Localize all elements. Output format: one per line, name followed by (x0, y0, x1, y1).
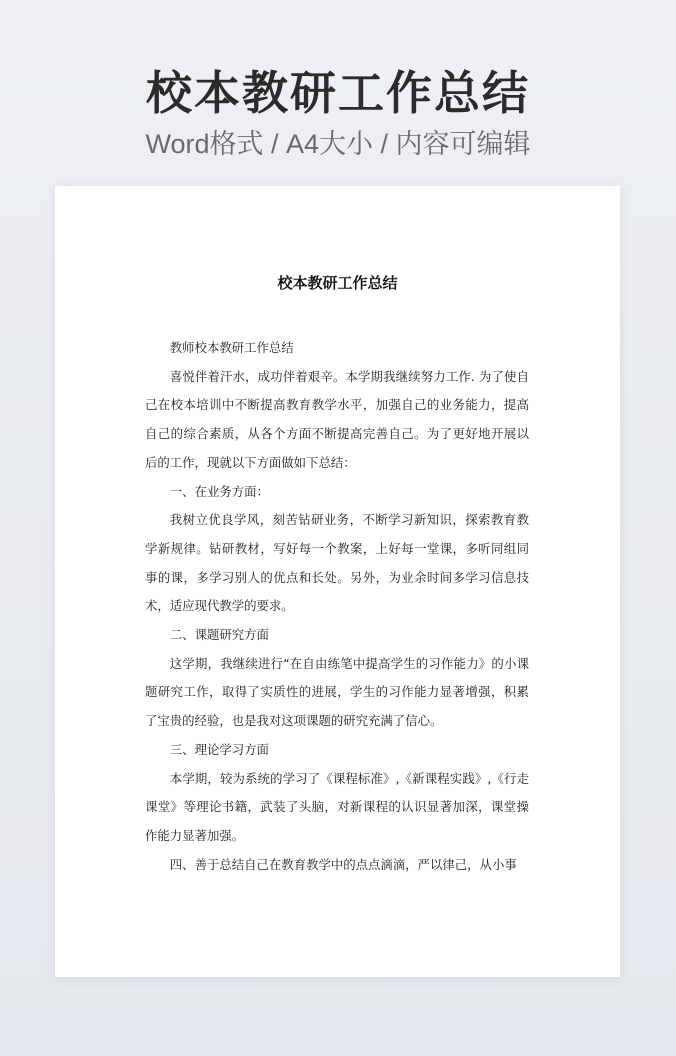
paragraph: 喜悦伴着汗水，成功伴着艰辛。本学期我继续努力工作. 为了使自己在校本培训中不断提高教育教学水平，加强自己的业务能力，提高自己的综合素质，从各个方面不断提高完善自己。为了更好地开展以后的工作，现就以下方面做如下总结： (145, 368, 529, 470)
banner-title: 校本教研工作总结 (146, 66, 530, 120)
paragraph: 这学期，我继续进行“在自由练笔中提高学生的习作能力》的小课题研究工作，取得了实质性的进展，学生的习作能力显著增强，积累了宝贵的经验，也是我对这项课题的研究充满了信心。 (145, 655, 529, 729)
document-body (145, 334, 529, 879)
paragraph: 我树立优良学风，刻苦钻研业务，不断学习新知识，探索教育教学新规律。钻研教材，写好每一个教案，上好每一堂课，多听同组同事的课，多学习别人的优点和长处。另外，为业余时间多学习信息技术，适应现代教学的要求。 (145, 512, 529, 614)
document-page (55, 186, 620, 977)
section-heading: 一、在业务方面： (169, 483, 269, 499)
document-title: 校本教研工作总结 (277, 274, 398, 292)
section-heading: 二、课题研究方面 (169, 627, 269, 643)
banner (0, 62, 676, 162)
section-heading: 三、理论学习方面 (169, 741, 269, 757)
paragraph: 本学期，较为系统的学习了《课程标准》,《新课程实践》,《行走课堂》等理论书籍，武装了头脑，对新课程的认识显著加深，课堂操作能力显著加强。 (145, 770, 529, 843)
paragraph-heading: 教师校本教研工作总结 (169, 340, 294, 355)
section-heading: 四、善于总结自己在教育教学中的点点滴滴，严以律己，从小事 (169, 856, 517, 872)
banner-subtitle: Word格式 / A4大小 / 内容可编辑 (145, 129, 531, 159)
